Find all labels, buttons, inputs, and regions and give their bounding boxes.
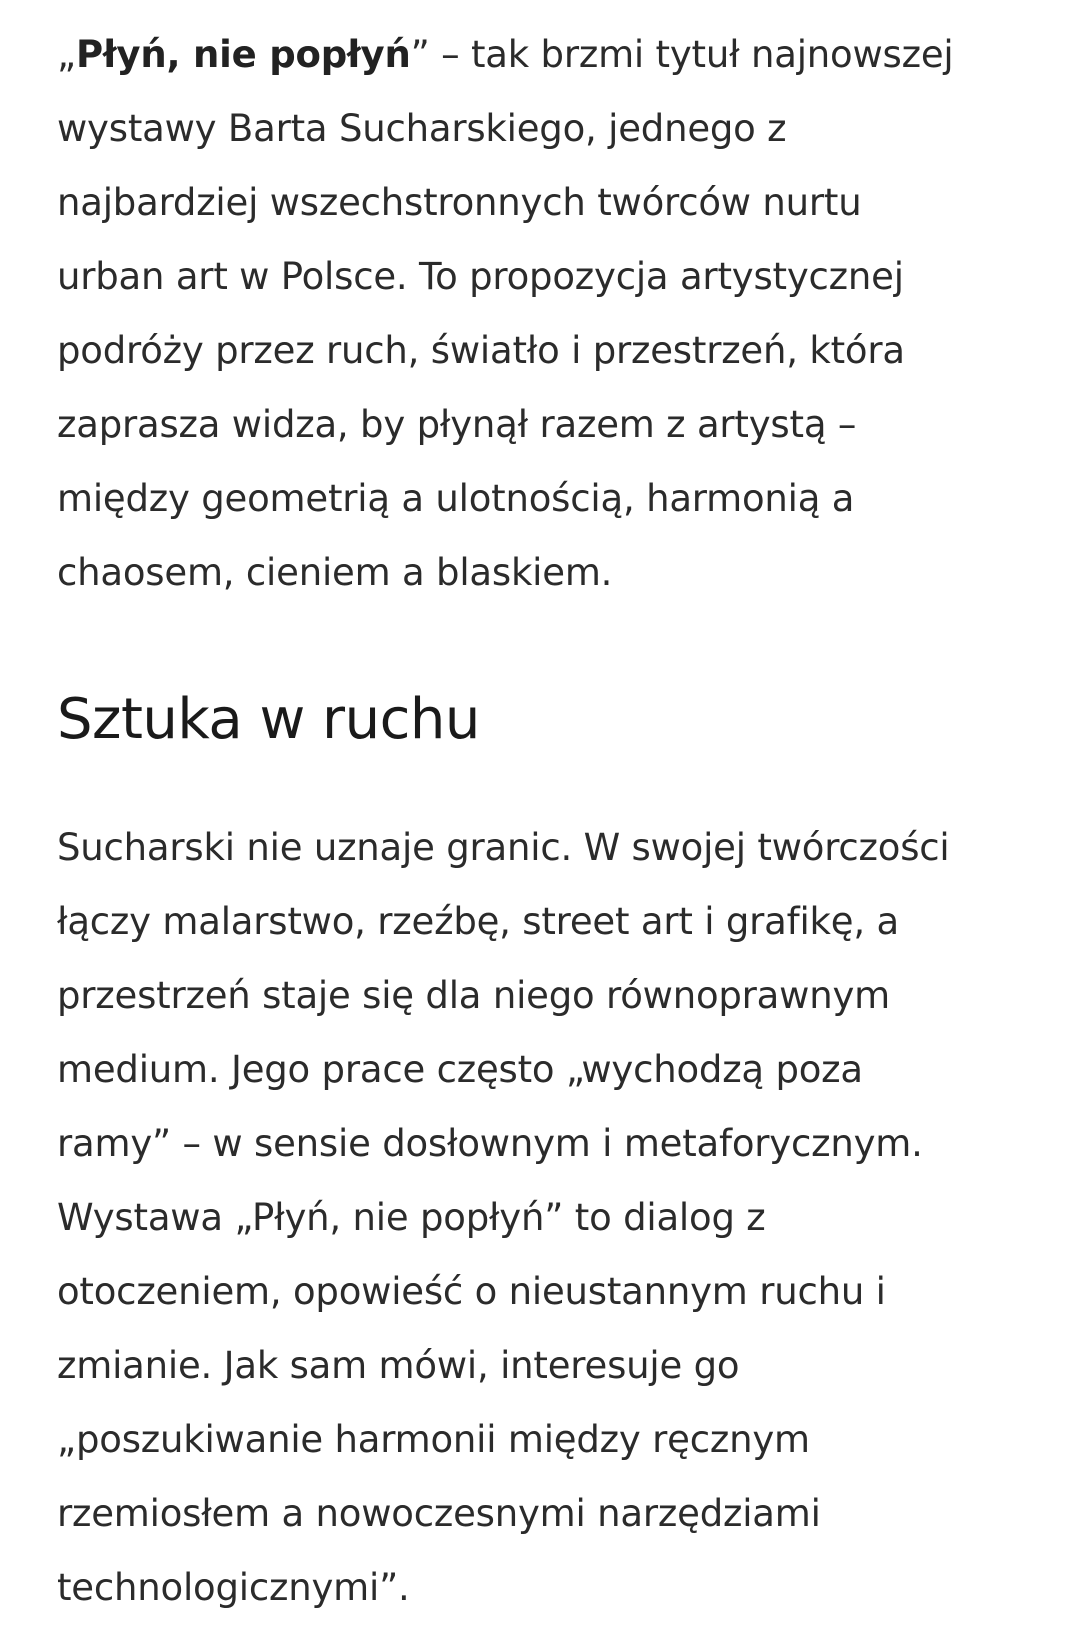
section-line: ramy” – w sensie dosłownym i metaforycznym.: [57, 1122, 923, 1165]
exhibition-title-bold: Płyń, nie popłyń: [75, 33, 411, 76]
section-line: zmianie. Jak sam mówi, interesuje go: [57, 1344, 740, 1387]
section-paragraph: [57, 811, 950, 1625]
section-line: łączy malarstwo, rzeźbę, street art i grafikę, a: [57, 900, 899, 943]
section-line: rzemiosłem a nowoczesnymi narzędziami: [57, 1492, 821, 1535]
intro-line: podróży przez ruch, światło i przestrzeń, która: [57, 329, 905, 372]
intro-line: chaosem, cieniem a blaskiem.: [57, 551, 613, 594]
intro-line: urban art w Polsce. To propozycja artystycznej: [57, 255, 904, 298]
intro-line: między geometrią a ulotnością, harmonią a: [57, 477, 855, 520]
section-line: Sucharski nie uznaje granic. W swojej twórczości: [57, 826, 950, 869]
intro-line-1-rest: ” – tak brzmi tytuł najnowszej: [410, 33, 954, 76]
section-heading: Sztuka w ruchu: [57, 687, 480, 752]
article-content: [57, 18, 1057, 1609]
section-line: „poszukiwanie harmonii między ręcznym: [57, 1418, 810, 1461]
section-line: technologicznymi”.: [57, 1566, 410, 1609]
section-line: Wystawa „Płyń, nie popłyń” to dialog z: [57, 1196, 766, 1239]
section-line: medium. Jego prace często „wychodzą poza: [57, 1048, 863, 1091]
open-quote: „: [57, 33, 76, 76]
section-line: przestrzeń staje się dla niego równoprawnym: [57, 974, 891, 1017]
intro-line-1: [57, 18, 1057, 92]
intro-line: wystawy Barta Sucharskiego, jednego z: [57, 107, 787, 150]
intro-line: zaprasza widza, by płynął razem z artystą –: [57, 403, 857, 446]
intro-line: najbardziej wszechstronnych twórców nurtu: [57, 181, 862, 224]
intro-paragraph: [57, 18, 1057, 610]
section-line: otoczeniem, opowieść o nieustannym ruchu i: [57, 1270, 886, 1313]
